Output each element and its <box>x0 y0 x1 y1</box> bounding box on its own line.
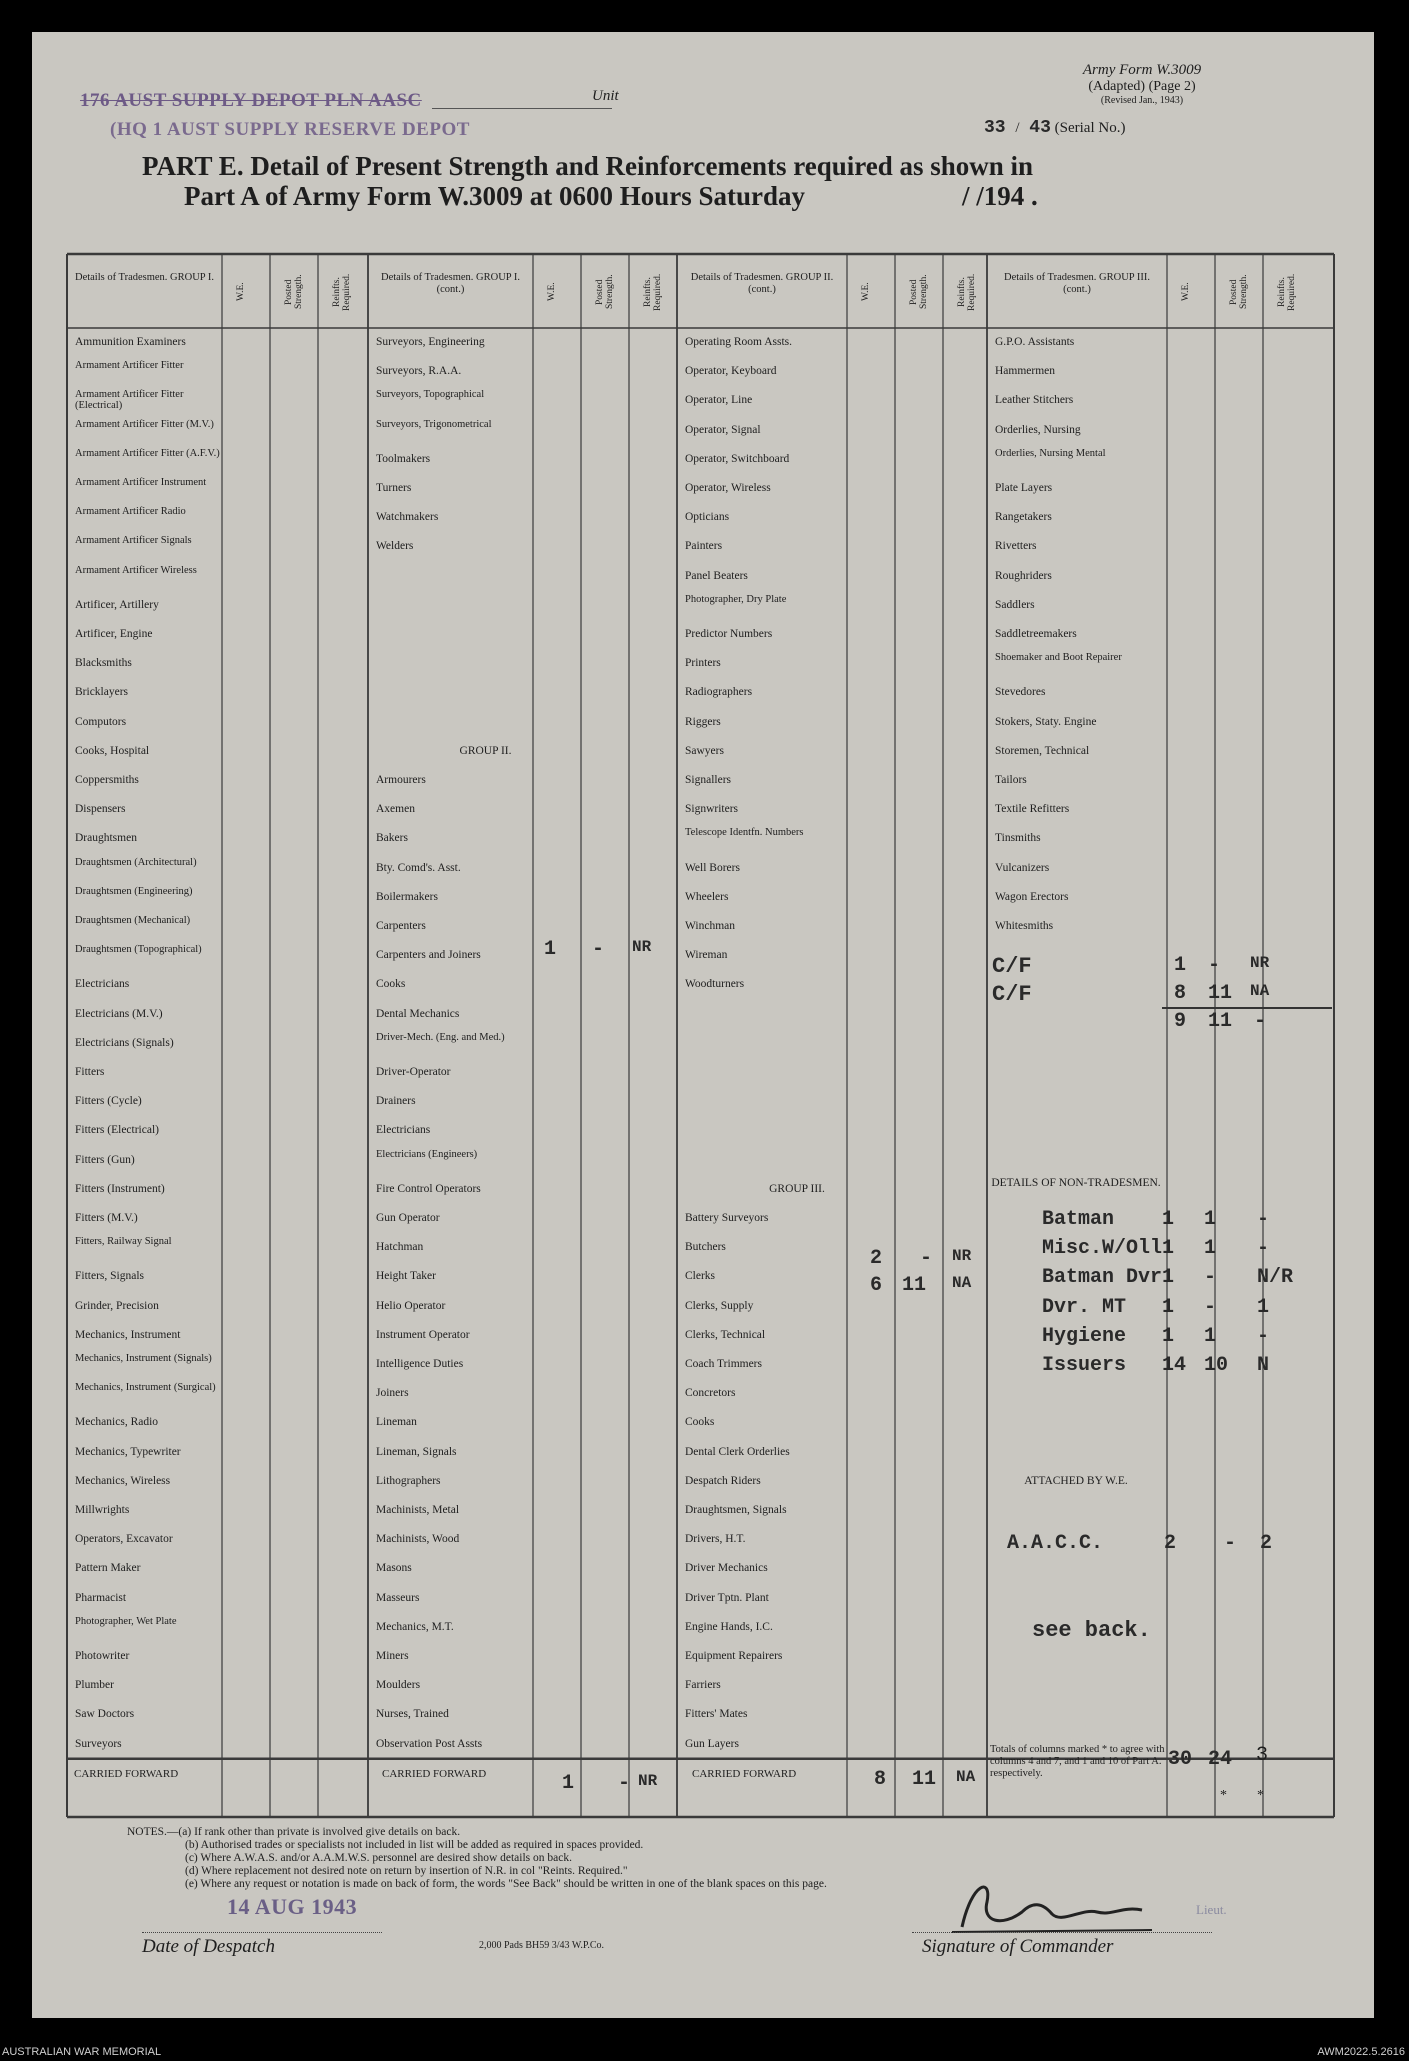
trade-label: Rangetakers <box>995 512 1052 524</box>
non-tradesman-3-label: Batman Dvr <box>1042 1266 1163 1290</box>
trade-label: Signallers <box>685 775 731 786</box>
form-adapted: (Adapted) (Page 2) <box>1088 79 1196 94</box>
butchers-reinfts: NR <box>952 1247 972 1265</box>
trade-label: Photowriter <box>75 1651 130 1662</box>
trade-label: Boilermakers <box>376 891 438 903</box>
trade-label: Clerks, Supply <box>685 1300 754 1312</box>
see-back-note: see back. <box>1032 1618 1151 1643</box>
trade-label: Intelligence Duties <box>376 1359 464 1370</box>
trade-label: Mechanics, M.T. <box>376 1621 454 1633</box>
non-tradesman-6-reinfts: N <box>1257 1354 1270 1377</box>
trade-label: Radiographers <box>685 687 753 699</box>
trade-label: G.P.O. Assistants <box>995 337 1075 348</box>
trade-label: Surveyors, Engineering <box>376 337 485 348</box>
trade-label: Signwriters <box>685 804 739 816</box>
trade-label: Clerks, Technical <box>685 1329 766 1341</box>
trade-label: Saddletreemakers <box>995 629 1077 640</box>
header-posted: Posted Strength. <box>284 274 304 310</box>
header-group1_cont: Details of Tradesmen. GROUP I. (cont.) <box>380 272 521 295</box>
carried-forward-1: CARRIED FORWARD <box>74 1768 179 1780</box>
sum-line <box>1162 1007 1332 1009</box>
trade-label: Opticians <box>685 512 730 524</box>
trade-label: Helio Operator <box>376 1300 446 1312</box>
header-posted: Posted Strength. <box>1229 274 1249 310</box>
non-tradesman-2-we: 1 <box>1162 1237 1175 1261</box>
trade-label: Operator, Keyboard <box>685 366 777 378</box>
trade-label: Armament Artificer Fitter (M.V.) <box>75 418 214 430</box>
trade-label: Electricians (M.V.) <box>75 1008 163 1020</box>
total-posted: 24 <box>1208 1748 1233 1771</box>
signature-of-commander-label: Signature of Commander <box>922 1936 1114 1957</box>
cf-row1-we: 1 <box>1174 954 1187 977</box>
trade-label: Wagon Erectors <box>995 891 1069 903</box>
trade-label: Bty. Comd's. Asst. <box>376 862 461 874</box>
trade-label: Dispensers <box>75 804 126 816</box>
trade-label: Orderlies, Nursing <box>995 424 1081 436</box>
trade-label: Artificer, Engine <box>75 629 153 640</box>
trade-label: Painters <box>685 541 723 553</box>
trade-label: Operator, Signal <box>685 424 761 436</box>
non-tradesman-5-label: Hygiene <box>1042 1324 1127 1348</box>
trade-label: Sawyers <box>685 745 724 757</box>
note-d: (d) Where replacement not desired note on return by insertion of N.R. in col "Reints. Required." <box>185 1865 628 1877</box>
note-c: (c) Where A.W.A.S. and/or A.A.M.W.S. personnel are desired show details on back. <box>185 1852 572 1864</box>
form-page <box>32 32 1374 2018</box>
trade-label: Photographer, Dry Plate <box>685 593 787 605</box>
non-tradesman-4-we: 1 <box>1162 1295 1175 1319</box>
trade-label: Gun Operator <box>376 1213 440 1224</box>
footer-right: AWM2022.5.2616 <box>1317 2046 1405 2058</box>
cf-row1-label: C/F <box>992 954 1032 979</box>
trade-label: Gun Layers <box>685 1738 739 1750</box>
form-revised: (Revised Jan., 1943) <box>1100 95 1184 106</box>
trade-label: Telescope Identfn. Numbers <box>685 827 804 839</box>
carpenters-we: 1 <box>544 938 557 961</box>
trade-label: Observation Post Assts <box>376 1738 483 1750</box>
trade-label: Stokers, Staty. Engine <box>995 716 1097 728</box>
trade-label: Engine Hands, I.C. <box>685 1621 773 1633</box>
trade-label: Lineman, Signals <box>376 1446 457 1458</box>
trade-label: Armament Artificer Fitter <box>75 360 184 372</box>
trade-label: GROUP III. <box>769 1183 825 1195</box>
clerks-we: 6 <box>870 1274 883 1297</box>
trade-label: Driver Tptn. Plant <box>685 1592 769 1604</box>
cf3-we: 8 <box>874 1768 887 1791</box>
trade-label: Tinsmiths <box>995 833 1041 845</box>
non-tradesman-3-we: 1 <box>1162 1266 1175 1290</box>
trade-label: Hammermen <box>995 366 1056 378</box>
total-we: 30 <box>1168 1748 1193 1771</box>
non-tradesman-2-reinfts: - <box>1257 1237 1270 1261</box>
cf3-posted: 11 <box>912 1768 937 1791</box>
trade-label: Miners <box>376 1651 409 1662</box>
trade-label: Turners <box>376 483 412 494</box>
trade-label: Instrument Operator <box>376 1329 470 1341</box>
trade-label: Fitters <box>75 1067 105 1078</box>
unit-stamp-line2: (HQ 1 AUST SUPPLY RESERVE DEPOT <box>110 119 470 140</box>
note-b: (b) Authorised trades or specialists not included in list will be added as required in spaces provided. <box>185 1839 644 1851</box>
cf-row1-reinfts: NR <box>1250 954 1270 972</box>
trade-label: Height Taker <box>376 1271 436 1283</box>
non-tradesman-3-reinfts: N/R <box>1257 1266 1294 1290</box>
trade-label: Armament Artificer Fitter (A.F.V.) <box>75 447 220 459</box>
trade-label: Carpenters and Joiners <box>376 950 481 962</box>
trade-label: Carpenters <box>376 921 426 932</box>
trade-label: Coppersmiths <box>75 775 139 786</box>
trade-label: Cooks <box>376 979 406 991</box>
trade-label: Panel Beaters <box>685 570 748 582</box>
trade-label: Despatch Riders <box>685 1475 761 1487</box>
trade-label: Mechanics, Instrument (Signals) <box>75 1353 212 1364</box>
trade-label: Driver Mechanics <box>685 1563 768 1575</box>
serial-year: 43 <box>1029 118 1051 138</box>
trade-label: Saw Doctors <box>75 1709 135 1721</box>
cf2-reinfts: NR <box>638 1772 658 1790</box>
trade-label: Driver-Mech. (Eng. and Med.) <box>376 1031 505 1043</box>
header-posted: Posted Strength. <box>909 274 929 310</box>
trade-label: Masons <box>376 1563 412 1575</box>
trade-label: Battery Surveyors <box>685 1213 769 1224</box>
serial-number: 33 / 43 (Serial No.) <box>984 118 1126 138</box>
non-tradesman-6-posted: 10 <box>1204 1354 1229 1377</box>
trade-label: Electricians (Signals) <box>75 1037 174 1049</box>
title-date: / /194 . <box>962 181 1038 211</box>
trade-label: Mechanics, Instrument <box>75 1329 181 1341</box>
trade-label: Armament Artificer Instrument <box>75 477 207 488</box>
form-number: Army Form W.3009 <box>1082 62 1202 78</box>
trade-label: Draughtsmen (Mechanical) <box>75 915 191 926</box>
non-tradesman-5-posted: 1 <box>1204 1324 1217 1348</box>
trade-label: Driver-Operator <box>376 1067 451 1078</box>
trade-label: Concretors <box>685 1388 736 1400</box>
header-reinfts: Reinfts. Required. <box>957 273 977 311</box>
total-reinfts: 3 <box>1256 1744 1269 1767</box>
trade-label: Stevedores <box>995 687 1046 699</box>
trade-label: GROUP II. <box>459 745 512 757</box>
trade-label: Whitesmiths <box>995 921 1054 932</box>
non-tradesman-2-label: Misc.W/Oll <box>1042 1237 1163 1261</box>
trade-label: Toolmakers <box>376 453 431 465</box>
sum-we: 9 <box>1174 1010 1187 1033</box>
cf2-posted: - <box>618 1772 631 1795</box>
trade-label: Computors <box>75 716 127 728</box>
trade-label: Storemen, Technical <box>995 745 1090 757</box>
header-reinfts: Reinfts. Required. <box>332 273 352 311</box>
trade-label: Armourers <box>376 775 426 786</box>
trade-label: Coach Trimmers <box>685 1359 762 1370</box>
note-e: (e) Where any request or notation is made on back of form, the words "See Back" should be written in one of the blank spaces on this page. <box>185 1878 827 1890</box>
butchers-we: 2 <box>870 1247 883 1270</box>
butchers-posted: - <box>920 1247 933 1270</box>
trade-label: Clerks <box>685 1271 716 1283</box>
cf3-reinfts: NA <box>956 1768 976 1786</box>
trade-label: Operators, Excavator <box>75 1534 173 1546</box>
title-line2: Part A of Army Form W.3009 at 0600 Hours Saturday <box>184 181 805 211</box>
trade-label: Armament Artificer Wireless <box>75 564 197 576</box>
trade-label: Bricklayers <box>75 687 129 699</box>
non-tradesman-3-posted: - <box>1204 1266 1217 1290</box>
trade-label: Fitters' Mates <box>685 1709 748 1721</box>
footer-left: AUSTRALIAN WAR MEMORIAL <box>2 2046 162 2058</box>
trade-label: Plumber <box>75 1680 114 1692</box>
notes-head: NOTES.—(a) <box>127 1826 192 1838</box>
trade-label: Grinder, Precision <box>75 1300 159 1312</box>
trade-label: Lineman <box>376 1417 417 1429</box>
carpenters-reinfts: NR <box>632 938 652 956</box>
unit-stamp-line1: 176 AUST SUPPLY DEPOT PLN AASC <box>80 90 422 111</box>
cf-row1-posted: - <box>1208 954 1221 977</box>
date-line <box>142 1932 382 1933</box>
trade-label: Surveyors, Trigonometrical <box>376 418 492 430</box>
trade-label: Fitters (M.V.) <box>75 1213 138 1224</box>
trade-label: Artificer, Artillery <box>75 599 159 611</box>
star-2: * <box>1257 1788 1264 1803</box>
serial-label: (Serial No.) <box>1054 120 1126 136</box>
non-tradesman-4-posted: - <box>1204 1295 1217 1319</box>
non-tradesman-5-reinfts: - <box>1257 1324 1270 1348</box>
sum-reinfts: - <box>1254 1010 1267 1033</box>
trade-label: Fitters (Cycle) <box>75 1096 142 1108</box>
trade-label: Roughriders <box>995 570 1052 582</box>
note-a: If rank other than private is involved give details on back. <box>194 1826 461 1838</box>
non-tradesman-1-we: 1 <box>1162 1208 1175 1231</box>
trade-label: Operator, Line <box>685 395 753 407</box>
trade-label: Printers <box>685 658 721 670</box>
trade-label: Pattern Maker <box>75 1563 141 1575</box>
carried-forward-3: CARRIED FORWARD <box>692 1768 797 1780</box>
trade-label: Farriers <box>685 1680 721 1692</box>
printer-imprint: 2,000 Pads BH59 3/43 W.P.Co. <box>479 1940 605 1951</box>
trade-label: Draughtsmen, Signals <box>685 1505 787 1516</box>
trade-label: Drivers, H.T. <box>685 1534 746 1546</box>
trade-label: Predictor Numbers <box>685 629 773 640</box>
trade-label: Dental Clerk Orderlies <box>685 1446 790 1458</box>
trade-label: Woodturners <box>685 979 745 991</box>
trade-label: Tailors <box>995 775 1027 786</box>
trade-label: Draughtsmen <box>75 833 137 845</box>
trade-label: Bakers <box>376 833 408 845</box>
trade-label: Butchers <box>685 1242 726 1254</box>
trade-label: Hatchman <box>376 1242 424 1254</box>
trade-label: Surveyors <box>75 1738 122 1750</box>
trade-label: Surveyors, R.A.A. <box>376 366 462 378</box>
carpenters-posted: - <box>592 938 605 961</box>
clerks-reinfts: NA <box>952 1274 972 1292</box>
trade-label: Vulcanizers <box>995 862 1050 874</box>
trade-label: Saddlers <box>995 599 1035 611</box>
carried-forward-2: CARRIED FORWARD <box>382 1768 487 1780</box>
non-tradesman-2-posted: 1 <box>1204 1237 1217 1261</box>
trade-label: Electricians <box>376 1125 431 1137</box>
non-tradesman-1-label: Batman <box>1042 1208 1115 1231</box>
trade-label: Dental Mechanics <box>376 1008 460 1020</box>
att1-posted: - <box>1224 1532 1237 1555</box>
unit-label: Unit <box>592 88 619 104</box>
trade-label: Armament Artificer Signals <box>75 535 192 547</box>
totals-note: Totals of columns marked * to agree with columns 4 and 7, and 1 and 10 of Part A. respectively. <box>990 1744 1165 1779</box>
non-tradesman-6-label: Issuers <box>1042 1354 1127 1377</box>
trade-label: Fitters (Electrical) <box>75 1125 159 1137</box>
trade-label: Millwrights <box>75 1505 130 1516</box>
title-line1: PART E. Detail of Present Strength and Reinforcements required as shown in <box>142 151 1034 181</box>
trade-label: Joiners <box>376 1388 409 1400</box>
header-group2_cont: Details of Tradesmen. GROUP II. (cont.) <box>690 272 834 295</box>
trade-label: Mechanics, Typewriter <box>75 1446 181 1458</box>
trade-label: Leather Stitchers <box>995 395 1074 407</box>
trade-label: Blacksmiths <box>75 658 132 670</box>
trade-label: Fitters, Railway Signal <box>75 1236 172 1248</box>
trade-label: Machinists, Wood <box>376 1534 460 1546</box>
non-tradesman-6-we: 14 <box>1162 1354 1187 1377</box>
trade-label: Riggers <box>685 716 721 728</box>
trade-label: Well Borers <box>685 862 740 874</box>
trade-label: Electricians (Engineers) <box>376 1148 478 1160</box>
non-tradesman-4-reinfts: 1 <box>1257 1295 1270 1319</box>
trade-label: Fitters (Instrument) <box>75 1183 165 1195</box>
trade-label: Photographer, Wet Plate <box>75 1615 177 1627</box>
serial-prefix: 33 <box>984 118 1006 138</box>
trade-label: Mechanics, Instrument (Surgical) <box>75 1382 216 1394</box>
cf-row2-reinfts: NA <box>1250 982 1270 1000</box>
non-tradesman-4-label: Dvr. MT <box>1042 1295 1127 1319</box>
non-tradesman-1-posted: 1 <box>1204 1208 1217 1231</box>
trade-label: Equipment Repairers <box>685 1651 783 1662</box>
trade-label: Operator, Switchboard <box>685 453 790 465</box>
trade-label: Operating Room Assts. <box>685 337 793 348</box>
trade-label: Surveyors, Topographical <box>376 389 485 401</box>
trade-label: Electricians <box>75 979 130 991</box>
trade-label: Machinists, Metal <box>376 1505 460 1516</box>
trade-label: Axemen <box>376 804 415 816</box>
header-we: W.E. <box>1181 282 1191 302</box>
trade-label: Draughtsmen (Engineering) <box>75 885 193 897</box>
trade-label: Pharmacist <box>75 1592 127 1604</box>
trade-label: Wireman <box>685 950 728 962</box>
trade-label: Rivetters <box>995 541 1037 553</box>
cf2-we: 1 <box>562 1772 575 1795</box>
non-tradesman-5-we: 1 <box>1162 1324 1175 1348</box>
trade-label: ATTACHED BY W.E. <box>1024 1475 1128 1487</box>
trade-label: Cooks, Hospital <box>75 745 150 757</box>
trade-label: Watchmakers <box>376 512 439 524</box>
header-reinfts: Reinfts. Required. <box>643 273 663 311</box>
date-of-despatch-label: Date of Despatch <box>142 1936 275 1957</box>
trade-label: Draughtsmen (Architectural) <box>75 856 197 868</box>
non-tradesman-1-reinfts: - <box>1257 1208 1270 1231</box>
trade-label: Cooks <box>685 1417 715 1429</box>
star-1: * <box>1220 1788 1227 1803</box>
lieut-stamp: Lieut. <box>1196 1902 1227 1917</box>
trade-label: Fitters, Signals <box>75 1271 145 1283</box>
trade-label: Winchman <box>685 921 735 932</box>
header-posted: Posted Strength. <box>595 274 615 310</box>
signature-line <box>912 1932 1212 1933</box>
trade-label: Operator, Wireless <box>685 483 771 494</box>
cf-row2-posted: 11 <box>1208 982 1233 1005</box>
header-reinfts: Reinfts. Required. <box>1277 273 1297 311</box>
trade-label: Fire Control Operators <box>376 1183 481 1195</box>
trade-label: Drainers <box>376 1096 416 1108</box>
trade-label: Orderlies, Nursing Mental <box>995 447 1106 459</box>
trade-label: Draughtsmen (Topographical) <box>75 944 202 956</box>
sum-posted: 11 <box>1208 1010 1233 1033</box>
att1-label: A.A.C.C. <box>1007 1532 1104 1555</box>
header-we: W.E. <box>236 282 246 302</box>
att1-reinfts: 2 <box>1260 1532 1273 1555</box>
trade-label: Wheelers <box>685 891 729 903</box>
trade-label: Ammunition Examiners <box>75 337 186 348</box>
trade-label: Textile Refitters <box>995 804 1070 816</box>
trade-label: Mechanics, Wireless <box>75 1475 171 1487</box>
clerks-posted: 11 <box>902 1274 927 1297</box>
trade-label: Masseurs <box>376 1592 420 1604</box>
cf-row2-label: C/F <box>992 982 1032 1007</box>
trade-label: Nurses, Trained <box>376 1709 449 1721</box>
trade-label: Armament Artificer Radio <box>75 506 186 518</box>
trade-label: Shoemaker and Boot Repairer <box>995 652 1122 664</box>
cf-row2-we: 8 <box>1174 982 1187 1005</box>
trade-label: Moulders <box>376 1680 421 1692</box>
header-group1: Details of Tradesmen. GROUP I. <box>74 272 215 283</box>
trade-label: Mechanics, Radio <box>75 1417 159 1429</box>
trade-label: Fitters (Gun) <box>75 1154 135 1166</box>
header-we: W.E. <box>547 282 557 302</box>
despatch-date-stamp: 14 AUG 1943 <box>227 1894 358 1919</box>
header-group3_cont: Details of Tradesmen. GROUP III. (cont.) <box>1003 272 1150 295</box>
trade-label: Lithographers <box>376 1475 441 1487</box>
header-we: W.E. <box>861 282 871 302</box>
trade-label: DETAILS OF NON-TRADESMEN. <box>991 1177 1161 1189</box>
trade-label: Armament Artificer Fitter (Electrical) <box>75 389 184 412</box>
att1-we: 2 <box>1164 1532 1177 1555</box>
trade-label: Plate Layers <box>995 483 1053 494</box>
trade-label: Welders <box>376 541 414 553</box>
